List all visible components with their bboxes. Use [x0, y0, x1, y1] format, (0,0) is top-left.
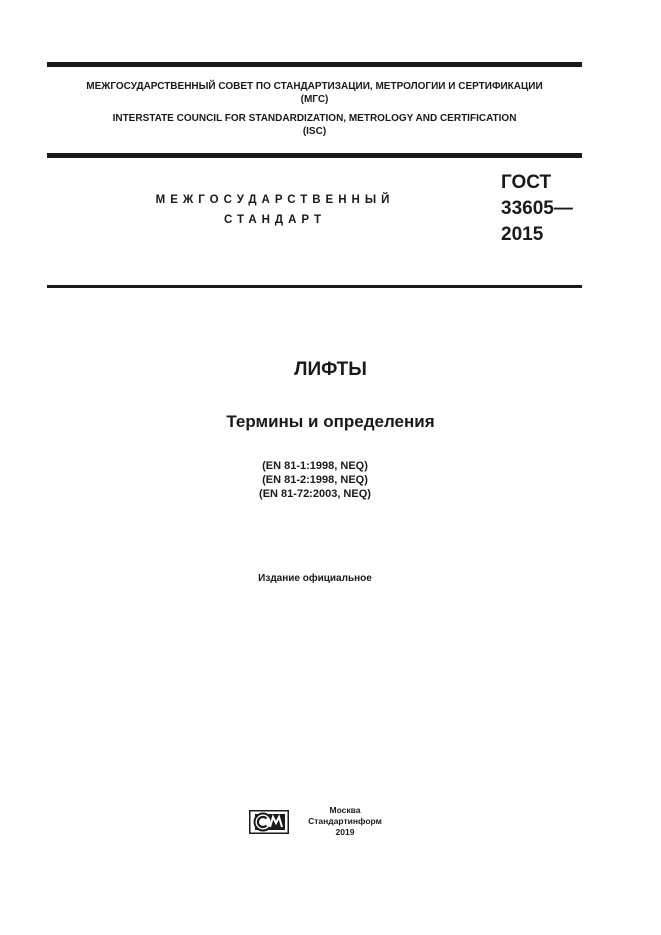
standard-type [120, 190, 430, 230]
standartinform-logo-icon [249, 810, 289, 834]
top-rule [47, 62, 582, 67]
council-ru-line2: (МГС) [300, 94, 329, 105]
reference-item: (EN 81-1:1998, NEQ) [262, 460, 368, 472]
council-rule [47, 153, 582, 158]
publisher-year: 2019 [335, 827, 355, 837]
designation-rule [47, 285, 582, 288]
gost-number: ГОСТ 33605— 2015 [501, 172, 573, 245]
edition-label: Издание официальное [258, 573, 372, 584]
council-en-line1: INTERSTATE COUNCIL FOR STANDARDIZATION, METROLOGY AND CERTIFICATION [112, 113, 517, 124]
reference-item: (EN 81-72:2003, NEQ) [259, 488, 371, 500]
document-subtitle: Термины и определения [226, 412, 435, 431]
council-header [47, 80, 582, 138]
standard-type-line1: МЕЖГОСУДАРСТВЕННЫЙ [155, 194, 395, 206]
document-title: ЛИФТЫ [294, 359, 367, 380]
reference-standards [0, 459, 630, 501]
standard-type-line2: СТАНДАРТ [224, 214, 326, 226]
reference-item: (EN 81-2:1998, NEQ) [262, 474, 368, 486]
council-en-line2: (ISC) [302, 126, 327, 137]
publisher-block [305, 805, 385, 838]
publisher-city: Москва [329, 805, 361, 815]
publisher-name: Стандартинформ [308, 816, 382, 826]
council-ru-line1: МЕЖГОСУДАРСТВЕННЫЙ СОВЕТ ПО СТАНДАРТИЗАЦИИ, МЕТРОЛОГИИ И СЕРТИФИКАЦИИ [86, 81, 543, 92]
